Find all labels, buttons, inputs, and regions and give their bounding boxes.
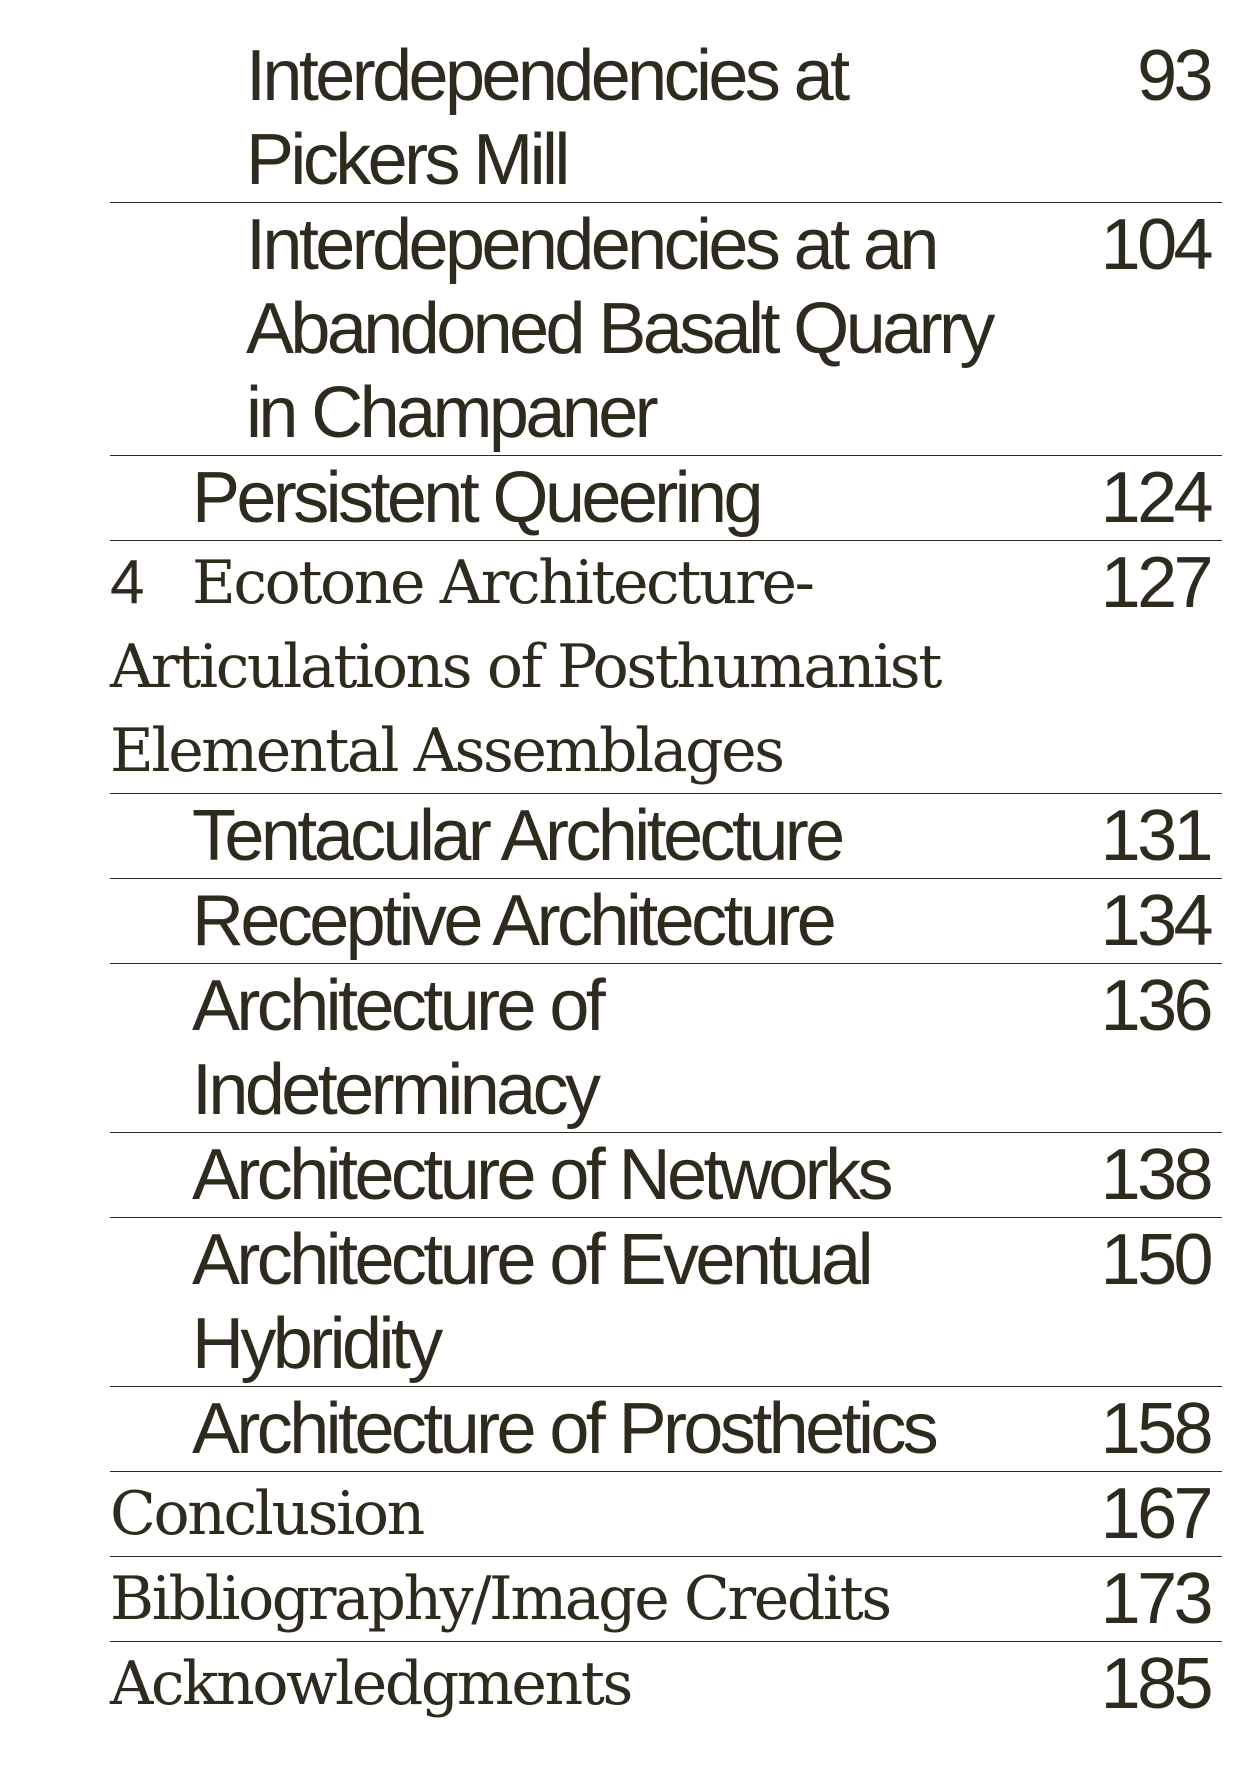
toc-entry-page: 131 bbox=[1100, 796, 1210, 876]
toc-entry-page: 104 bbox=[1100, 205, 1210, 285]
toc-entry-page: 136 bbox=[1100, 966, 1210, 1046]
toc-entry[interactable] bbox=[110, 34, 1222, 202]
toc-entry-title bbox=[110, 794, 1020, 878]
toc-entry[interactable] bbox=[110, 1132, 1222, 1217]
toc-entry[interactable] bbox=[110, 878, 1222, 963]
toc-entry-title bbox=[110, 203, 1020, 455]
toc-entry-page: 124 bbox=[1100, 458, 1210, 538]
toc-entry-title bbox=[110, 541, 1020, 793]
toc-entry-page: 150 bbox=[1100, 1220, 1210, 1300]
toc-entry-title bbox=[110, 1557, 1020, 1641]
toc-entry[interactable] bbox=[110, 963, 1222, 1132]
toc-entry-title-line: Tentacular Architecture bbox=[192, 796, 842, 876]
toc-entry[interactable] bbox=[110, 202, 1222, 455]
toc-entry-title bbox=[110, 34, 1020, 202]
toc-entry[interactable] bbox=[110, 793, 1222, 878]
toc-entry-title-line: Conclusion bbox=[110, 1479, 423, 1549]
toc-entry-title-line: in Champaner bbox=[246, 373, 656, 453]
toc-entry[interactable] bbox=[110, 1386, 1222, 1471]
toc-entry-page: 138 bbox=[1100, 1135, 1210, 1215]
toc-entry-title-line: Interdependencies at bbox=[246, 36, 847, 116]
toc-entry-title bbox=[110, 456, 1020, 540]
toc-entry-title bbox=[110, 1218, 1020, 1386]
toc-entry-title-line bbox=[110, 541, 1020, 625]
toc-entry-title-line: Receptive Architecture bbox=[192, 881, 834, 961]
toc-chapter-entry[interactable] bbox=[110, 1641, 1222, 1726]
toc-entry[interactable] bbox=[110, 1217, 1222, 1386]
toc-entry-title-line: Hybridity bbox=[192, 1304, 440, 1384]
toc-chapter-entry[interactable] bbox=[110, 1471, 1222, 1556]
toc-entry-page: 158 bbox=[1100, 1389, 1210, 1469]
toc-entry-title-line: Pickers Mill bbox=[246, 120, 567, 200]
toc-entry-title-line: Architecture of bbox=[192, 966, 603, 1046]
toc-entry-title bbox=[110, 1642, 1020, 1726]
toc-entry-title-line: Abandoned Basalt Quarry bbox=[246, 289, 992, 369]
toc-chapter-entry[interactable] bbox=[110, 540, 1222, 793]
toc-entry-title-line: Persistent Queering bbox=[192, 458, 760, 538]
toc-entry[interactable] bbox=[110, 455, 1222, 540]
toc-entry-title bbox=[110, 879, 1020, 963]
chapter-number: 4 bbox=[110, 548, 145, 617]
toc-entry-title-line: Bibliography/Image Credits bbox=[110, 1564, 890, 1634]
toc-entry-page: 173 bbox=[1100, 1559, 1210, 1639]
toc-entry-title bbox=[110, 1133, 1020, 1217]
table-of-contents bbox=[110, 34, 1222, 1726]
toc-entry-title bbox=[110, 1387, 1020, 1471]
toc-entry-title-line: Elemental Assemblages bbox=[110, 716, 783, 786]
toc-entry-page: 167 bbox=[1100, 1474, 1210, 1554]
toc-entry-page: 93 bbox=[1137, 36, 1210, 116]
toc-entry-page: 127 bbox=[1100, 543, 1210, 623]
toc-entry-page: 185 bbox=[1100, 1644, 1210, 1724]
toc-entry-page: 134 bbox=[1100, 881, 1210, 961]
toc-entry-title-line-text: Ecotone Architecture- bbox=[192, 548, 813, 618]
toc-entry-title-line: Architecture of Networks bbox=[192, 1135, 890, 1215]
toc-entry-title bbox=[110, 964, 1020, 1132]
toc-entry-title-line: Interdependencies at an bbox=[246, 205, 936, 285]
toc-entry-title-line: Acknowledgments bbox=[110, 1649, 631, 1719]
toc-chapter-entry[interactable] bbox=[110, 1556, 1222, 1641]
toc-entry-title-line: Indeterminacy bbox=[192, 1050, 598, 1130]
toc-entry-title-line: Architecture of Eventual bbox=[192, 1220, 871, 1300]
toc-entry-title bbox=[110, 1472, 1020, 1556]
toc-entry-title-line: Articulations of Posthumanist bbox=[110, 632, 940, 702]
toc-entry-title-line: Architecture of Prosthetics bbox=[192, 1389, 936, 1469]
